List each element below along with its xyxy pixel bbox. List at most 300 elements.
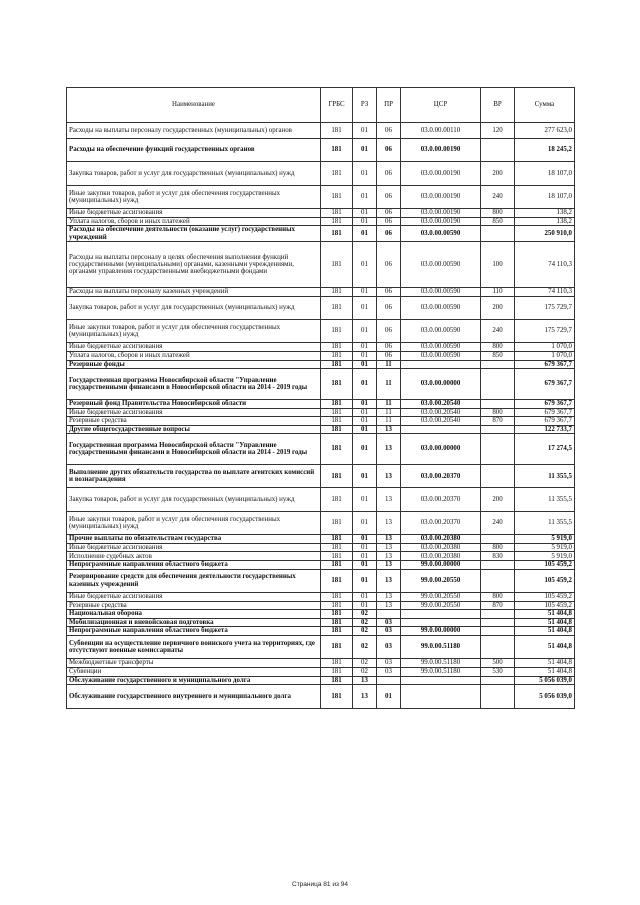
table-row: [67, 667, 575, 676]
cell-name: Закупка товаров, работ и услуг для государственных (муниципальных) нужд: [67, 488, 321, 511]
cell-vr: 240: [481, 319, 515, 342]
table-row: [67, 488, 575, 511]
cell-name: Закупка товаров, работ и услуг для государственных (муниципальных) нужд: [67, 296, 321, 319]
cell-pr: 06: [377, 162, 401, 185]
cell-csr: 99.0.00.00000: [401, 561, 481, 570]
cell-csr: 99.0.00.51180: [401, 635, 481, 658]
table-row: [67, 296, 575, 319]
table-row: [67, 242, 575, 288]
header-pr: ПР: [377, 88, 401, 123]
table-row: [67, 552, 575, 561]
cell-grbs: 181: [321, 561, 353, 570]
cell-name: Национальная оборона: [67, 610, 321, 619]
cell-pr: 06: [377, 209, 401, 218]
cell-csr: 99.0.00.51180: [401, 659, 481, 668]
cell-pr: 06: [377, 351, 401, 360]
cell-vr: 100: [481, 242, 515, 288]
cell-csr: 03.0.00.00590: [401, 319, 481, 342]
cell-pr: 03: [377, 635, 401, 658]
table-row: [67, 408, 575, 417]
cell-pr: 06: [377, 217, 401, 226]
table-row: [67, 676, 575, 685]
cell-pr: 03: [377, 659, 401, 668]
cell-csr: [401, 618, 481, 627]
cell-pr: 13: [377, 425, 401, 434]
cell-sum: 51 404,8: [515, 667, 575, 676]
table-row: [67, 659, 575, 668]
cell-name: Другие общегосударственные вопросы: [67, 425, 321, 434]
cell-sum: 1 070,0: [515, 343, 575, 352]
table-row: [67, 209, 575, 218]
cell-rz: 02: [353, 635, 377, 658]
cell-pr: 06: [377, 319, 401, 342]
table-row: [67, 569, 575, 592]
cell-pr: 11: [377, 408, 401, 417]
cell-name: Исполнение судебных актов: [67, 552, 321, 561]
cell-rz: 01: [353, 242, 377, 288]
table-row: [67, 351, 575, 360]
cell-grbs: 181: [321, 343, 353, 352]
cell-sum: 51 404,8: [515, 618, 575, 627]
cell-vr: [481, 610, 515, 619]
cell-sum: 51 404,8: [515, 659, 575, 668]
cell-pr: 06: [377, 226, 401, 242]
cell-grbs: 181: [321, 360, 353, 369]
cell-sum: 18 245,2: [515, 139, 575, 162]
cell-sum: 5 919,0: [515, 543, 575, 552]
cell-vr: [481, 535, 515, 544]
cell-pr: 06: [377, 343, 401, 352]
cell-name: Субвенции на осуществление первичного воинского учета на территориях, где отсутствуют военные комиссариаты: [67, 635, 321, 658]
cell-csr: 03.0.00.00590: [401, 242, 481, 288]
cell-grbs: 181: [321, 667, 353, 676]
cell-vr: [481, 465, 515, 488]
cell-rz: 01: [353, 601, 377, 610]
cell-name: Иные закупки товаров, работ и услуг для обеспечения государственных (муниципальных) нужд: [67, 511, 321, 534]
cell-name: Иные бюджетные ассигнования: [67, 408, 321, 417]
cell-rz: 01: [353, 185, 377, 208]
cell-sum: 679 367,7: [515, 417, 575, 426]
cell-grbs: 181: [321, 676, 353, 685]
cell-vr: 830: [481, 552, 515, 561]
table-row: [67, 543, 575, 552]
cell-vr: 800: [481, 543, 515, 552]
cell-rz: 01: [353, 226, 377, 242]
cell-csr: 03.0.00.20540: [401, 408, 481, 417]
cell-pr: 13: [377, 601, 401, 610]
cell-name: Уплата налогов, сборов и иных платежей: [67, 351, 321, 360]
table-row: [67, 635, 575, 658]
cell-rz: 01: [353, 123, 377, 139]
cell-grbs: 181: [321, 226, 353, 242]
table-row: [67, 627, 575, 636]
cell-name: Расходы на выплаты персоналу казенных учреждений: [67, 287, 321, 296]
cell-vr: [481, 434, 515, 465]
cell-name: Государственная программа Новосибирской области "Управление государственными финансами в Новосибирской области на 2014 - 2019 годы: [67, 434, 321, 465]
cell-sum: 5 919,0: [515, 552, 575, 561]
cell-csr: 99.0.00.20550: [401, 601, 481, 610]
cell-rz: 01: [353, 399, 377, 408]
cell-rz: 02: [353, 659, 377, 668]
cell-grbs: 181: [321, 351, 353, 360]
cell-sum: 138,2: [515, 209, 575, 218]
table-row: [67, 226, 575, 242]
cell-rz: 01: [353, 434, 377, 465]
table-row: [67, 593, 575, 602]
cell-sum: 5 056 039,0: [515, 685, 575, 708]
cell-grbs: 181: [321, 123, 353, 139]
cell-rz: 01: [353, 139, 377, 162]
cell-sum: 51 404,8: [515, 635, 575, 658]
cell-sum: 51 404,8: [515, 627, 575, 636]
cell-rz: 01: [353, 319, 377, 342]
cell-grbs: 181: [321, 685, 353, 708]
table-row: [67, 561, 575, 570]
cell-rz: 13: [353, 685, 377, 708]
cell-vr: [481, 685, 515, 708]
cell-csr: 03.0.00.00110: [401, 123, 481, 139]
cell-rz: 01: [353, 408, 377, 417]
cell-sum: 105 459,2: [515, 593, 575, 602]
cell-grbs: 181: [321, 627, 353, 636]
cell-vr: 800: [481, 593, 515, 602]
cell-vr: [481, 561, 515, 570]
cell-vr: 800: [481, 209, 515, 218]
cell-name: Обслуживание государственного и муниципального долга: [67, 676, 321, 685]
table-body: [67, 123, 575, 709]
cell-grbs: 181: [321, 408, 353, 417]
cell-grbs: 181: [321, 425, 353, 434]
cell-rz: 01: [353, 417, 377, 426]
table-row: [67, 369, 575, 400]
cell-grbs: 181: [321, 296, 353, 319]
cell-grbs: 181: [321, 319, 353, 342]
cell-vr: [481, 369, 515, 400]
header-csr: ЦСР: [401, 88, 481, 123]
cell-pr: 11: [377, 399, 401, 408]
cell-csr: 03.0.00.00190: [401, 162, 481, 185]
cell-vr: [481, 399, 515, 408]
cell-grbs: 181: [321, 399, 353, 408]
cell-name: Иные закупки товаров, работ и услуг для обеспечения государственных (муниципальных) нужд: [67, 185, 321, 208]
cell-sum: 175 729,7: [515, 319, 575, 342]
cell-name: Непрограммные направления областного бюджета: [67, 627, 321, 636]
cell-grbs: 181: [321, 593, 353, 602]
cell-vr: [481, 360, 515, 369]
page-number: Страница 81 из 94: [292, 881, 348, 888]
cell-rz: 01: [353, 287, 377, 296]
table-row: [67, 287, 575, 296]
cell-csr: 03.0.00.00000: [401, 434, 481, 465]
cell-name: Межбюджетные трансферты: [67, 659, 321, 668]
cell-vr: 850: [481, 217, 515, 226]
cell-vr: 800: [481, 408, 515, 417]
cell-grbs: 181: [321, 535, 353, 544]
cell-sum: 5 056 039,0: [515, 676, 575, 685]
cell-csr: [401, 425, 481, 434]
table-row: [67, 139, 575, 162]
cell-vr: 870: [481, 601, 515, 610]
cell-vr: 500: [481, 659, 515, 668]
cell-grbs: 181: [321, 601, 353, 610]
cell-sum: 5 919,0: [515, 535, 575, 544]
cell-name: Иные закупки товаров, работ и услуг для обеспечения государственных (муниципальных) нужд: [67, 319, 321, 342]
table-row: [67, 610, 575, 619]
cell-rz: 01: [353, 343, 377, 352]
budget-table: [66, 87, 575, 709]
header-vr: ВР: [481, 88, 515, 123]
cell-name: Субвенции: [67, 667, 321, 676]
cell-pr: 06: [377, 123, 401, 139]
cell-csr: 03.0.00.00190: [401, 139, 481, 162]
cell-pr: 06: [377, 242, 401, 288]
cell-grbs: 181: [321, 569, 353, 592]
cell-name: Непрограммные направления областного бюджета: [67, 561, 321, 570]
header-name: Наименование: [67, 88, 321, 123]
cell-sum: 1 070,0: [515, 351, 575, 360]
cell-sum: 250 910,0: [515, 226, 575, 242]
cell-rz: 01: [353, 351, 377, 360]
cell-rz: 01: [353, 296, 377, 319]
cell-pr: [377, 676, 401, 685]
cell-pr: 13: [377, 561, 401, 570]
cell-grbs: 181: [321, 610, 353, 619]
cell-vr: [481, 425, 515, 434]
cell-csr: [401, 676, 481, 685]
cell-sum: 105 459,2: [515, 561, 575, 570]
cell-rz: 02: [353, 618, 377, 627]
header-sum: Сумма: [515, 88, 575, 123]
cell-csr: 03.0.00.00590: [401, 351, 481, 360]
cell-grbs: 181: [321, 417, 353, 426]
cell-pr: 06: [377, 287, 401, 296]
cell-pr: 13: [377, 511, 401, 534]
cell-csr: 03.0.00.00590: [401, 287, 481, 296]
cell-pr: 13: [377, 535, 401, 544]
cell-pr: [377, 610, 401, 619]
table-row: [67, 685, 575, 708]
cell-grbs: 181: [321, 185, 353, 208]
cell-rz: 01: [353, 569, 377, 592]
cell-grbs: 181: [321, 488, 353, 511]
cell-csr: 03.0.00.20380: [401, 535, 481, 544]
cell-csr: 03.0.00.00590: [401, 343, 481, 352]
header-grbs: ГРБС: [321, 88, 353, 123]
cell-sum: 74 110,3: [515, 242, 575, 288]
table-row: [67, 319, 575, 342]
table-row: [67, 417, 575, 426]
cell-grbs: 181: [321, 543, 353, 552]
cell-name: Резервные средства: [67, 601, 321, 610]
cell-sum: 679 367,7: [515, 408, 575, 417]
cell-vr: 850: [481, 351, 515, 360]
cell-pr: 13: [377, 569, 401, 592]
header-rz: РЗ: [353, 88, 377, 123]
cell-vr: [481, 139, 515, 162]
cell-sum: 679 367,7: [515, 360, 575, 369]
cell-pr: 13: [377, 465, 401, 488]
cell-grbs: 181: [321, 511, 353, 534]
cell-rz: 01: [353, 360, 377, 369]
cell-grbs: 181: [321, 434, 353, 465]
table-row: [67, 217, 575, 226]
cell-csr: 03.0.00.20370: [401, 465, 481, 488]
cell-rz: 01: [353, 511, 377, 534]
cell-vr: 200: [481, 162, 515, 185]
cell-vr: [481, 627, 515, 636]
cell-csr: 03.0.00.00190: [401, 185, 481, 208]
cell-vr: 110: [481, 287, 515, 296]
cell-name: Государственная программа Новосибирской области "Управление государственными финансами в Новосибирской области на 2014 - 2019 годы: [67, 369, 321, 400]
cell-grbs: 181: [321, 369, 353, 400]
cell-csr: 03.0.00.00190: [401, 209, 481, 218]
table-row: [67, 535, 575, 544]
cell-grbs: 181: [321, 659, 353, 668]
cell-sum: 17 274,5: [515, 434, 575, 465]
cell-pr: 03: [377, 618, 401, 627]
cell-csr: 03.0.00.20370: [401, 488, 481, 511]
cell-name: Расходы на выплаты персоналу в целях обеспечения выполнения функций государственными (муниципальными) органами, казенными учреждениями, органами управления государственными внебюджетными фондами: [67, 242, 321, 288]
cell-rz: 01: [353, 552, 377, 561]
cell-name: Резервные фонды: [67, 360, 321, 369]
table-row: [67, 162, 575, 185]
cell-vr: 800: [481, 343, 515, 352]
table-row: [67, 360, 575, 369]
cell-grbs: 181: [321, 618, 353, 627]
cell-name: Расходы на обеспечение деятельности (оказание услуг) государственных учреждений: [67, 226, 321, 242]
cell-name: Мобилизационная и вневойсковая подготовка: [67, 618, 321, 627]
cell-sum: 18 107,0: [515, 185, 575, 208]
cell-sum: 122 733,7: [515, 425, 575, 434]
cell-csr: 99.0.00.00000: [401, 627, 481, 636]
cell-rz: 01: [353, 209, 377, 218]
cell-pr: 06: [377, 296, 401, 319]
cell-sum: 51 404,8: [515, 610, 575, 619]
cell-sum: 105 459,2: [515, 569, 575, 592]
cell-vr: [481, 635, 515, 658]
cell-csr: 03.0.00.20370: [401, 511, 481, 534]
cell-pr: 13: [377, 434, 401, 465]
cell-rz: 01: [353, 217, 377, 226]
table-row: [67, 601, 575, 610]
cell-pr: 13: [377, 543, 401, 552]
cell-pr: 01: [377, 685, 401, 708]
cell-csr: 03.0.00.20540: [401, 417, 481, 426]
cell-csr: 03.0.00.00590: [401, 226, 481, 242]
cell-sum: 105 459,2: [515, 601, 575, 610]
cell-rz: 02: [353, 627, 377, 636]
cell-grbs: 181: [321, 209, 353, 218]
cell-grbs: 181: [321, 162, 353, 185]
cell-pr: 13: [377, 593, 401, 602]
cell-csr: 03.0.00.20380: [401, 552, 481, 561]
cell-sum: 277 623,0: [515, 123, 575, 139]
cell-csr: [401, 610, 481, 619]
cell-pr: 13: [377, 552, 401, 561]
cell-csr: 03.0.00.00190: [401, 217, 481, 226]
cell-rz: 01: [353, 465, 377, 488]
table-header-row: [67, 88, 575, 123]
cell-name: Уплата налогов, сборов и иных платежей: [67, 217, 321, 226]
cell-vr: 240: [481, 511, 515, 534]
cell-grbs: 181: [321, 287, 353, 296]
cell-rz: 01: [353, 488, 377, 511]
cell-sum: 11 355,5: [515, 465, 575, 488]
cell-name: Резервные средства: [67, 417, 321, 426]
cell-pr: 06: [377, 139, 401, 162]
cell-rz: 01: [353, 369, 377, 400]
cell-vr: 200: [481, 488, 515, 511]
cell-csr: 03.0.00.20540: [401, 399, 481, 408]
cell-csr: [401, 685, 481, 708]
cell-vr: 120: [481, 123, 515, 139]
table-row: [67, 425, 575, 434]
cell-rz: 01: [353, 162, 377, 185]
cell-pr: 03: [377, 627, 401, 636]
cell-name: Закупка товаров, работ и услуг для государственных (муниципальных) нужд: [67, 162, 321, 185]
cell-sum: 11 355,5: [515, 488, 575, 511]
table-row: [67, 618, 575, 627]
cell-name: Прочие выплаты по обязательствам государства: [67, 535, 321, 544]
cell-rz: 13: [353, 676, 377, 685]
cell-name: Иные бюджетные ассигнования: [67, 543, 321, 552]
cell-rz: 01: [353, 535, 377, 544]
cell-rz: 02: [353, 610, 377, 619]
cell-grbs: 181: [321, 139, 353, 162]
table-row: [67, 434, 575, 465]
cell-grbs: 181: [321, 242, 353, 288]
cell-vr: [481, 569, 515, 592]
cell-sum: 74 110,3: [515, 287, 575, 296]
cell-grbs: 181: [321, 552, 353, 561]
cell-vr: 530: [481, 667, 515, 676]
cell-vr: 240: [481, 185, 515, 208]
cell-grbs: 181: [321, 635, 353, 658]
cell-sum: 138,2: [515, 217, 575, 226]
cell-pr: 06: [377, 185, 401, 208]
table-row: [67, 343, 575, 352]
cell-rz: 01: [353, 561, 377, 570]
cell-vr: 870: [481, 417, 515, 426]
cell-pr: 11: [377, 360, 401, 369]
table-row: [67, 399, 575, 408]
cell-pr: 11: [377, 417, 401, 426]
cell-name: Резервирование средств для обеспечения деятельности государственных казенных учреждений: [67, 569, 321, 592]
cell-vr: [481, 618, 515, 627]
table-row: [67, 511, 575, 534]
cell-csr: 99.0.00.20550: [401, 593, 481, 602]
cell-name: Резервный фонд Правительства Новосибирской области: [67, 399, 321, 408]
cell-csr: 03.0.00.20380: [401, 543, 481, 552]
cell-name: Расходы на выплаты персоналу государственных (муниципальных) органов: [67, 123, 321, 139]
cell-rz: 01: [353, 543, 377, 552]
cell-csr: [401, 360, 481, 369]
cell-grbs: 181: [321, 217, 353, 226]
cell-rz: 02: [353, 667, 377, 676]
table-row: [67, 185, 575, 208]
cell-rz: 01: [353, 593, 377, 602]
table-row: [67, 123, 575, 139]
cell-name: Расходы на обеспечение функций государственных органов: [67, 139, 321, 162]
cell-sum: 175 729,7: [515, 296, 575, 319]
cell-vr: 200: [481, 296, 515, 319]
cell-name: Иные бюджетные ассигнования: [67, 209, 321, 218]
cell-grbs: 181: [321, 465, 353, 488]
cell-sum: 679 367,7: [515, 369, 575, 400]
cell-pr: 03: [377, 667, 401, 676]
cell-sum: 11 355,5: [515, 511, 575, 534]
cell-pr: 11: [377, 369, 401, 400]
